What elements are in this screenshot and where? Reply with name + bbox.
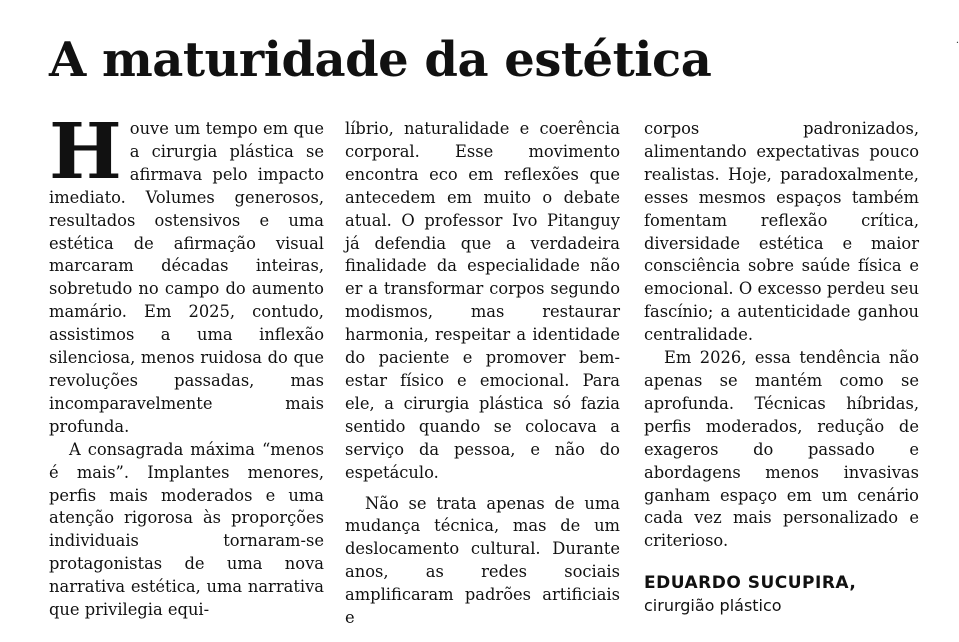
paragraph: A consagrada máxima “menos é mais”. Implantes menores, perfis mais moderados e uma atenção rigorosa às proporções individuais tornaram-se protagonistas de uma nova narrativa estética, uma narrativa que privilegia equi- <box>49 439 324 620</box>
paragraph: líbrio, naturalidade e coerência corporal. Esse movimento encontra eco em reflexões que antecedem em muito o debate atual. O professor Ivo Pitanguy já defendia que a verdadeira finalidade da especialidade não er a transformar corpos segundo modismos, mas restaurar harmonia, respeitar a identidade do paciente e promover bem-estar físico e emocional. Para ele, a cirurgia plástica só fazia sentido quando se colocava a serviço da pessoa, e não do espetáculo. <box>345 119 620 482</box>
article-column-3 <box>644 118 919 617</box>
paragraph-intro-text: ouve um tempo em que a cirurgia plástica se afirmava pelo impacto imediato. Volumes generosos, resultados ostensivos e uma estética de afirmação visual marcaram décadas inteiras, sobretudo no campo do aumento mamário. Em 2025, contudo, assistimos a uma inflexão silenciosa, menos ruidosa do que revoluções passadas, mas incomparavelmente mais profunda. <box>49 119 324 436</box>
drop-cap: H <box>49 107 122 197</box>
edge-mark: · <box>955 38 959 49</box>
byline-author: EDUARDO SUCUPIRA, <box>644 573 857 594</box>
article-column-1 <box>49 107 324 622</box>
paragraph-intro <box>49 107 324 439</box>
paragraph: Em 2026, essa tendência não apenas se mantém como se aprofunda. Técnicas híbridas, perfis moderados, redução de exageros do passado e abordagens menos invasivas ganham espaço em um cenário cada vez mais personalizado e criterioso. <box>644 348 919 551</box>
byline-role: cirurgião plástico <box>644 596 782 616</box>
paragraph: Não se trata apenas de uma mudança técnica, mas de um deslocamento cultural. Durante anos, as redes sociais amplificaram padrões artificiais e <box>345 493 620 628</box>
article-column-2 <box>345 118 620 630</box>
paragraph: corpos padronizados, alimentando expectativas pouco realistas. Hoje, paradoxalmente, esses mesmos espaços também fomentam reflexão crítica, diversidade estética e maior consciência sobre saúde física e emocional. O excesso perdeu seu fascínio; a autenticidade ganhou centralidade. <box>644 119 919 345</box>
article-headline: A maturidade da estética <box>49 32 712 88</box>
